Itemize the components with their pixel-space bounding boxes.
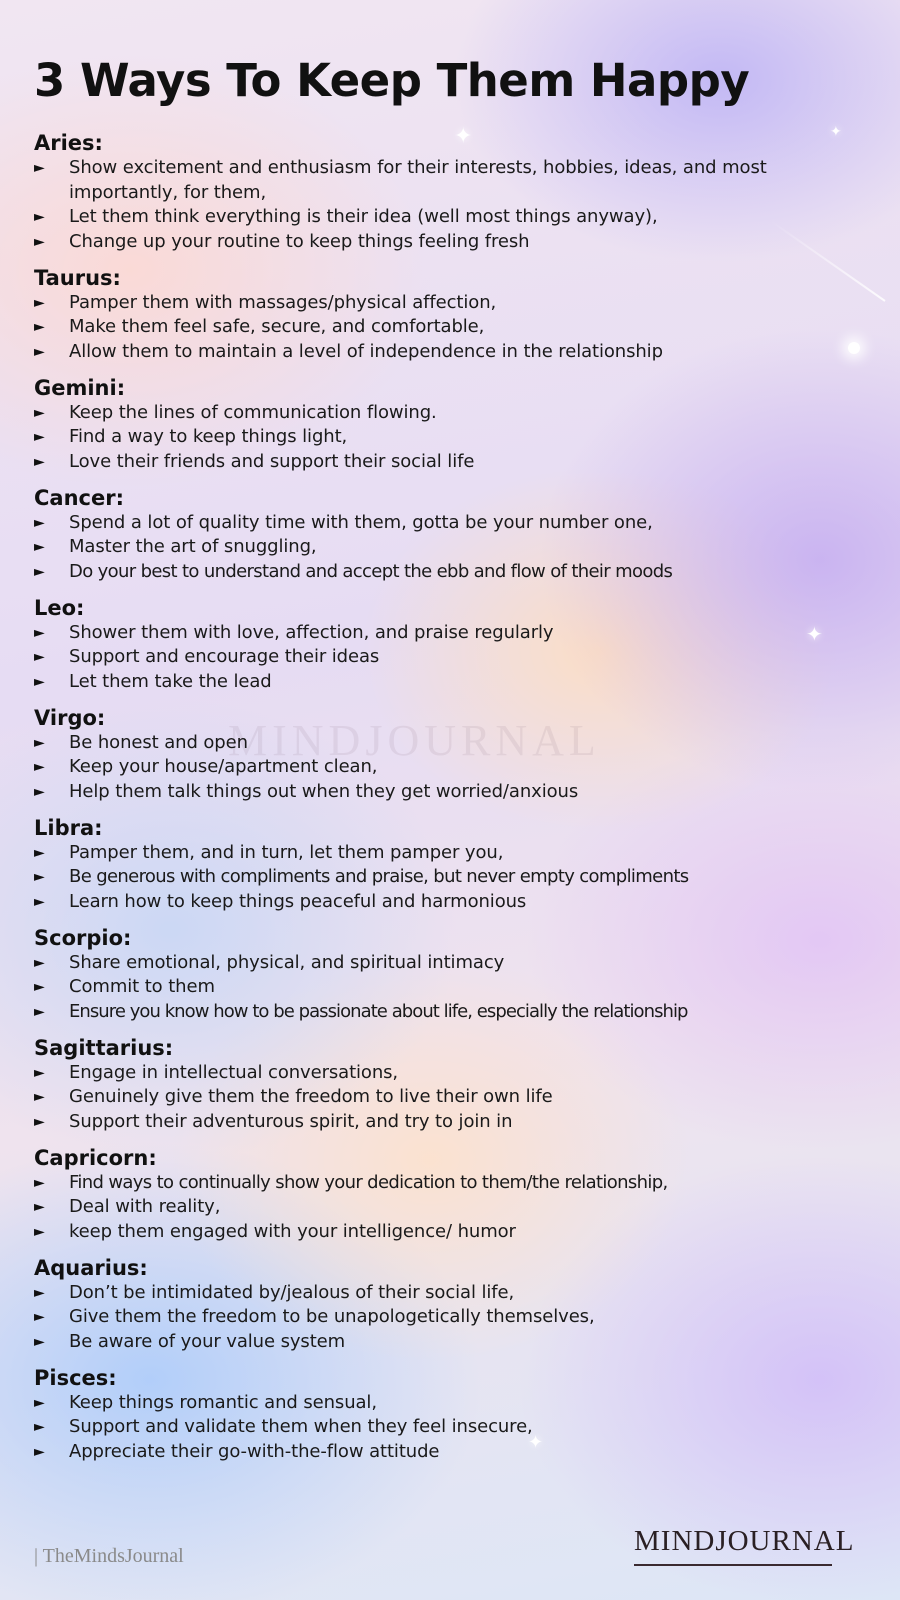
sign-heading: Gemini: [34, 375, 126, 400]
zodiac-section-aries [34, 131, 874, 254]
tip-item [34, 450, 874, 475]
bullet-arrow-icon: ► [34, 429, 45, 445]
tip-item [34, 401, 874, 426]
zodiac-section-aquarius [34, 1256, 874, 1355]
bullet-arrow-icon: ► [34, 514, 45, 531]
tip-text: Spend a lot of quality time with them, gotta be your number one, [69, 511, 653, 533]
social-handle: | TheMindsJournal [34, 1545, 184, 1567]
tip-item [34, 560, 874, 585]
tip-item [34, 890, 874, 915]
tip-item [34, 1061, 874, 1086]
zodiac-section-pisces [34, 1366, 874, 1465]
tip-text: Show excitement and enthusiasm for their interests, hobbies, ideas, and most importantly, for them, [69, 157, 767, 203]
tip-text: Be honest and open [69, 731, 248, 753]
bullet-arrow-icon: ► [34, 1394, 45, 1411]
tip-text: Appreciate their go-with-the-flow attitude [69, 1440, 440, 1462]
bullet-arrow-icon: ► [34, 539, 45, 555]
tip-text: Let them think everything is their idea (well most things anyway), [69, 206, 658, 227]
bullet-arrow-icon: ► [34, 294, 45, 311]
tip-text: Find ways to continually show your dedication to them/the relationship, [69, 1171, 668, 1193]
tip-text: Pamper them, and in turn, let them pamper you, [69, 841, 504, 863]
tip-item [34, 315, 874, 340]
bullet-arrow-icon: ► [34, 979, 45, 995]
tip-text: Support and validate them when they feel insecure, [69, 1416, 533, 1437]
tip-item [34, 535, 874, 560]
tip-text: Master the art of snuggling, [69, 536, 317, 557]
bullet-arrow-icon: ► [34, 893, 45, 910]
zodiac-section-leo [34, 596, 874, 695]
tip-text: Pamper them with massages/physical affection, [69, 291, 497, 313]
sign-heading: Pisces: [34, 1365, 117, 1390]
bullet-arrow-icon: ► [34, 1309, 45, 1325]
bullet-arrow-icon: ► [34, 343, 45, 360]
sign-heading: Sagittarius: [34, 1035, 174, 1060]
tip-text: Keep your house/apartment clean, [69, 756, 378, 777]
tip-text: Don’t be intimidated by/jealous of their social life, [69, 1281, 515, 1303]
bullet-arrow-icon: ► [34, 563, 45, 580]
zodiac-list [34, 131, 874, 1476]
tip-item [34, 205, 874, 230]
bullet-arrow-icon: ► [34, 954, 45, 971]
tip-text: Help them talk things out when they get worried/anxious [69, 780, 579, 802]
tip-item [34, 291, 874, 316]
watermark-logo: MINDJOURNAL [228, 716, 601, 765]
sign-heading: Aries: [34, 131, 103, 155]
bullet-arrow-icon: ► [34, 649, 45, 665]
tip-item [34, 755, 874, 780]
tip-item [34, 1440, 874, 1465]
sign-heading: Leo: [34, 595, 85, 620]
tip-text: keep them engaged with your intelligence/ humor [69, 1220, 516, 1242]
bullet-arrow-icon: ► [34, 1199, 45, 1215]
tip-item [34, 1330, 874, 1355]
tip-text: Love their friends and support their social life [69, 450, 475, 472]
tip-text: Shower them with love, affection, and praise regularly [69, 621, 554, 643]
tip-item [34, 1171, 874, 1196]
tip-text: Engage in intellectual conversations, [69, 1061, 399, 1083]
sparkle-icon: ✦ [830, 124, 842, 140]
tip-item [34, 1000, 874, 1025]
tip-text: Make them feel safe, secure, and comfortable, [69, 316, 485, 337]
bullet-arrow-icon: ► [34, 1223, 45, 1240]
zodiac-section-capricorn [34, 1146, 874, 1245]
tip-item [34, 865, 874, 890]
zodiac-section-libra [34, 816, 874, 915]
tip-item [34, 1195, 874, 1220]
tip-item [34, 731, 874, 756]
tip-item [34, 1085, 874, 1110]
zodiac-section-virgo [34, 706, 874, 805]
sign-heading: Libra: [34, 815, 103, 840]
zodiac-section-gemini [34, 376, 874, 475]
brand-logo: MINDJOURNAL [634, 1525, 855, 1557]
sign-heading: Virgo: [34, 705, 106, 730]
tip-text: Allow them to maintain a level of independence in the relationship [69, 340, 663, 362]
bullet-arrow-icon: ► [34, 453, 45, 470]
sign-heading: Taurus: [34, 265, 121, 290]
tip-text: Find a way to keep things light, [69, 426, 348, 447]
tip-text: Deal with reality, [69, 1196, 221, 1217]
tip-text: Support and encourage their ideas [69, 646, 380, 667]
tip-item [34, 780, 874, 805]
bullet-arrow-icon: ► [34, 759, 45, 775]
tip-item [34, 645, 874, 670]
sign-heading: Aquarius: [34, 1255, 148, 1280]
tip-text: Commit to them [69, 976, 215, 997]
bullet-arrow-icon: ► [34, 1333, 45, 1350]
tip-text: Be aware of your value system [69, 1330, 346, 1352]
bullet-arrow-icon: ► [34, 673, 45, 690]
bullet-arrow-icon: ► [34, 734, 45, 751]
tip-text: Let them take the lead [69, 670, 272, 692]
bullet-arrow-icon: ► [34, 1284, 45, 1301]
tip-text: Do your best to understand and accept the ebb and flow of their moods [69, 560, 673, 582]
bullet-arrow-icon: ► [34, 319, 45, 335]
bullet-arrow-icon: ► [34, 209, 45, 225]
bullet-arrow-icon: ► [34, 1174, 45, 1191]
tip-item [34, 156, 874, 205]
bullet-arrow-icon: ► [34, 869, 45, 885]
tip-item [34, 230, 874, 255]
bullet-arrow-icon: ► [34, 160, 45, 176]
tip-item [34, 1281, 874, 1306]
sign-heading: Capricorn: [34, 1145, 157, 1170]
tip-text: Share emotional, physical, and spiritual intimacy [69, 951, 505, 973]
tip-item [34, 621, 874, 646]
bullet-arrow-icon: ► [34, 1419, 45, 1435]
bullet-arrow-icon: ► [34, 624, 45, 641]
tip-item [34, 975, 874, 1000]
bullet-arrow-icon: ► [34, 233, 45, 250]
tip-item [34, 511, 874, 536]
tip-text: Keep things romantic and sensual, [69, 1391, 377, 1413]
zodiac-section-taurus [34, 266, 874, 365]
tip-text: Be generous with compliments and praise, but never empty compliments [69, 866, 689, 887]
bullet-arrow-icon: ► [34, 1113, 45, 1130]
sign-heading: Scorpio: [34, 925, 132, 950]
tip-text: Learn how to keep things peaceful and harmonious [69, 890, 527, 912]
zodiac-section-scorpio [34, 926, 874, 1025]
bullet-arrow-icon: ► [34, 1089, 45, 1105]
page-title: 3 Ways To Keep Them Happy [34, 54, 750, 107]
sparkle-icon: ✦ [806, 622, 823, 646]
tip-item [34, 1391, 874, 1416]
zodiac-section-sagittarius [34, 1036, 874, 1135]
tip-text: Genuinely give them the freedom to live their own life [69, 1086, 553, 1107]
tip-item [34, 425, 874, 450]
tip-item [34, 1220, 874, 1245]
zodiac-section-cancer [34, 486, 874, 585]
tip-text: Keep the lines of communication flowing. [69, 401, 437, 423]
tip-item [34, 841, 874, 866]
tip-item [34, 951, 874, 976]
sign-heading: Cancer: [34, 485, 124, 510]
tip-item [34, 670, 874, 695]
tip-text: Support their adventurous spirit, and try to join in [69, 1110, 513, 1132]
tip-item [34, 1415, 874, 1440]
tip-item [34, 1110, 874, 1135]
bullet-arrow-icon: ► [34, 1064, 45, 1081]
bullet-arrow-icon: ► [34, 783, 45, 800]
sparkle-icon: ✦ [454, 124, 473, 149]
tip-text: Change up your routine to keep things feeling fresh [69, 230, 530, 252]
bullet-arrow-icon: ► [34, 404, 45, 421]
tip-text: Ensure you know how to be passionate about life, especially the relationship [69, 1000, 688, 1022]
bullet-arrow-icon: ► [34, 1443, 45, 1460]
tip-item [34, 1305, 874, 1330]
bullet-arrow-icon: ► [34, 1003, 45, 1020]
sparkle-icon: ✦ [528, 1432, 544, 1453]
tip-text: Give them the freedom to be unapologetically themselves, [69, 1306, 595, 1327]
bullet-arrow-icon: ► [34, 844, 45, 861]
tip-item [34, 340, 874, 365]
brand-logo-underline [634, 1564, 832, 1566]
